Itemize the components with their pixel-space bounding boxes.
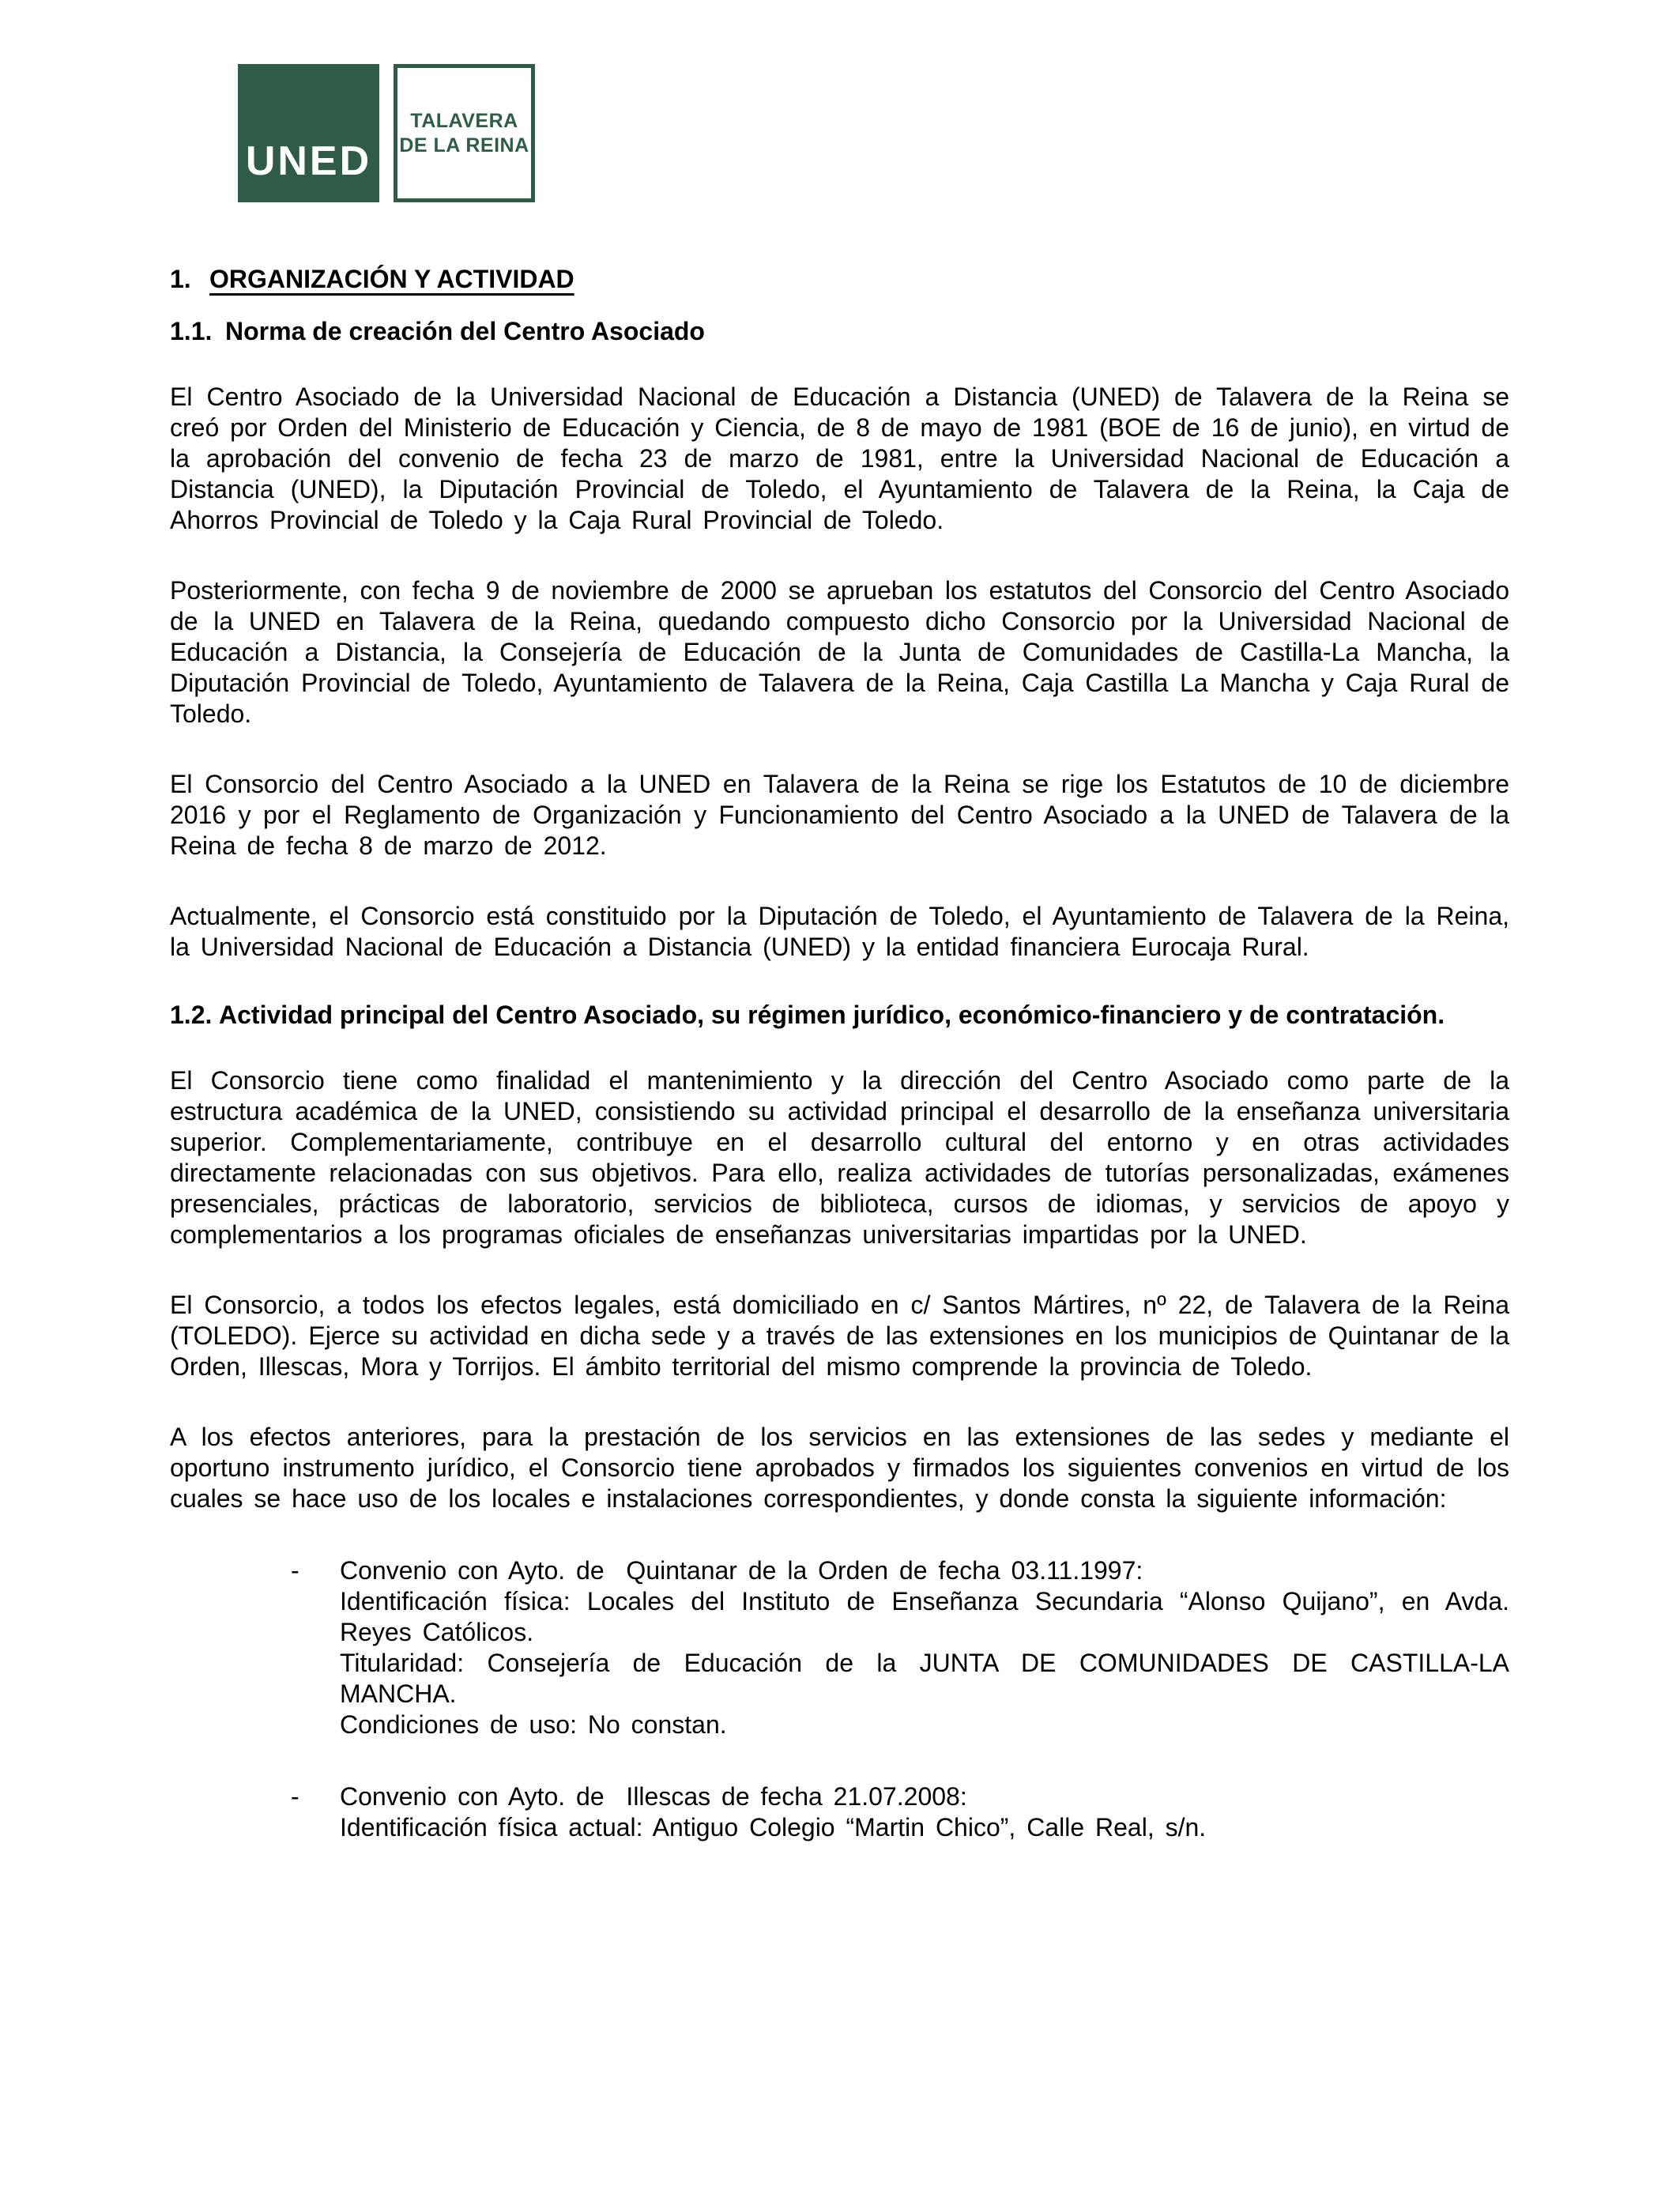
convenio-quintanar-titularidad: Titularidad: Consejería de Educación de la JUNTA DE COMUNIDADES DE CASTILLA-LA MANCHA. — [340, 1649, 1509, 1708]
center-name — [399, 109, 529, 158]
convenio-illescas-body — [340, 1781, 1509, 1843]
uned-logo-text: UNED — [245, 138, 372, 184]
section-1-1-title: Norma de creación del Centro Asociado — [225, 317, 705, 345]
paragraph-activity-1: El Consorcio tiene como finalidad el mantenimiento y la dirección del Centro Asociado como parte de la estructura académica de la UNED, consistiendo su actividad principal el desarrollo de la enseñanza universitaria superior. Complementariamente, contribuye en el desarrollo cultural del entorno y en otras actividades directamente relacionadas con sus objetivos. Para ello, realiza actividades de tutorías personalizadas, exámenes presenciales, prácticas de laboratorio, servicios de biblioteca, cursos de idiomas, y servicios de apoyo y complementarios a los programas oficiales de enseñanzas universitarias impartidas por la UNED. — [170, 1066, 1509, 1249]
center-badge — [394, 64, 535, 202]
bullet-dash: - — [291, 1782, 299, 1811]
paragraph-creation-1: El Centro Asociado de la Universidad Nacional de Educación a Distancia (UNED) de Talavera de la Reina se creó por Orden del Ministerio de Educación y Ciencia, de 8 de mayo de 1981 (BOE de 16 de junio), en virtud de la aprobación del convenio de fecha 23 de marzo de 1981, entre la Universidad Nacional de Educación a Distancia (UNED), la Diputación Provincial de Toledo, el Ayuntamiento de Talavera de la Reina, la Caja de Ahorros Provincial de Toledo y la Caja Rural Provincial de Toledo. — [170, 383, 1509, 534]
bullet-dash: - — [291, 1556, 299, 1585]
uned-logo-mark — [238, 64, 379, 202]
section-1-number: 1. — [170, 265, 191, 293]
paragraph-creation-4: Actualmente, el Consorcio está constituido por la Diputación de Toledo, el Ayuntamiento de Talavera de la Reina, la Universidad Nacional de Educación a Distancia (UNED) y la entidad financiera Eurocaja Rural. — [170, 902, 1509, 961]
paragraph-activity-2: El Consorcio, a todos los efectos legales, está domiciliado en c/ Santos Mártires, nº 22, de Talavera de la Reina (TOLEDO). Ejerce su actividad en dicha sede y a través de las extensiones en los municipios de Quintanar de la Orden, Illescas, Mora y Torrijos. El ámbito territorial del mismo comprende la provincia de Toledo. — [170, 1291, 1509, 1381]
convenio-quintanar-condiciones: Condiciones de uso: No constan. — [340, 1710, 727, 1739]
convenio-quintanar-body — [340, 1555, 1509, 1740]
convenio-quintanar-title: Convenio con Ayto. de Quintanar de la Orden de fecha 03.11.1997: — [340, 1556, 1143, 1585]
section-1-1-number: 1.1. — [170, 317, 213, 345]
center-name-line2: DE LA REINA — [399, 134, 529, 156]
section-1-2-heading — [170, 999, 1509, 1031]
section-1-2-title: Actividad principal del Centro Asociado, su régimen jurídico, económico-financiero y de contratación. — [219, 1001, 1445, 1029]
section-1-heading — [170, 263, 1509, 295]
paragraph-creation-2: Posteriormente, con fecha 9 de noviembre de 2000 se aprueban los estatutos del Consorcio del Centro Asociado de la UNED en Talavera de la Reina, quedando compuesto dicho Consorcio por la Universidad Nacional de Educación a Distancia, la Consejería de Educación de la Junta de Comunidades de Castilla-La Mancha, la Diputación Provincial de Toledo, Ayuntamiento de Talavera de la Reina, Caja Castilla La Mancha y Caja Rural de Toledo. — [170, 576, 1509, 728]
convenio-illescas-identificacion: Identificación física actual: Antiguo Colegio “Martin Chico”, Calle Real, s/n. — [340, 1813, 1207, 1842]
center-name-line1: TALAVERA — [410, 109, 518, 132]
convenio-item-illescas — [170, 1781, 1509, 1843]
section-1-title: ORGANIZACIÓN Y ACTIVIDAD — [209, 265, 574, 293]
convenio-quintanar-identificacion: Identificación física: Locales del Instituto de Enseñanza Secundaria “Alonso Quijano”, en Avda. Reyes Católicos. — [340, 1587, 1509, 1646]
paragraph-creation-3: El Consorcio del Centro Asociado a la UNED en Talavera de la Reina se rige los Estatutos de 10 de diciembre 2016 y por el Reglamento de Organización y Funcionamiento del Centro Asociado a la UNED de Talavera de la Reina de fecha 8 de marzo de 2012. — [170, 770, 1509, 860]
paragraph-activity-3: A los efectos anteriores, para la prestación de los servicios en las extensiones de las sedes y mediante el oportuno instrumento jurídico, el Consorcio tiene aprobados y firmados los siguientes convenios en virtud de los cuales se hace uso de los locales e instalaciones correspondientes, y donde consta la siguiente información: — [170, 1423, 1509, 1513]
section-1-2-number: 1.2. — [170, 1001, 213, 1029]
section-1-1-heading — [170, 315, 1509, 347]
uned-logo — [238, 64, 1509, 202]
convenio-illescas-title: Convenio con Ayto. de Illescas de fecha 21.07.2008: — [340, 1782, 967, 1811]
convenio-item-quintanar — [170, 1555, 1509, 1740]
